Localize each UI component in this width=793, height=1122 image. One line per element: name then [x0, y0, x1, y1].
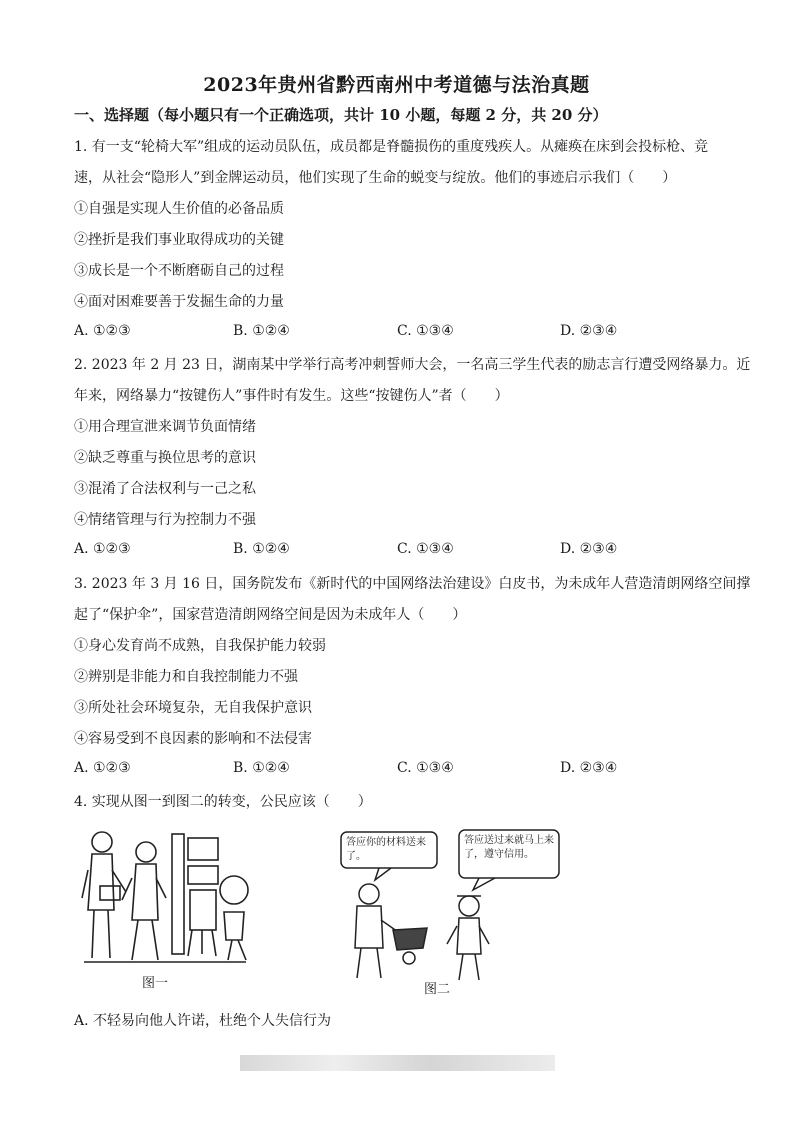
- option-d[interactable]: D. ②③④: [560, 760, 618, 776]
- option-b[interactable]: B. ①②④: [233, 760, 290, 776]
- q4-option-a[interactable]: A. 不轻易向他人许诺，杜绝个人失信行为: [74, 1013, 332, 1029]
- option-d[interactable]: D. ②③④: [560, 541, 618, 557]
- q3-item: ②辨别是非能力和自我控制能力不强: [74, 669, 298, 685]
- q1-stem-line2: 速，从社会“隐形人”到金牌运动员，他们实现了生命的蜕变与绽放。他们的事迹启示我们（ ）: [74, 170, 677, 186]
- q1-stem-line1: 1. 有一支“轮椅大军”组成的运动员队伍，成员都是脊髓损伤的重度残疾人。从瘫痪在床到会投标枪、竞: [74, 139, 709, 155]
- q2-item: ②缺乏尊重与换位思考的意识: [74, 450, 256, 466]
- q3-item: ③所处社会环境复杂，无自我保护意识: [74, 700, 312, 716]
- q3-stem-line2: 起了“保护伞”，国家营造清朗网络空间是因为未成年人（ ）: [74, 607, 467, 623]
- option-b[interactable]: B. ①②④: [233, 323, 290, 339]
- blurred-footer: [240, 1055, 555, 1071]
- q1-item: ②挫折是我们事业取得成功的关键: [74, 232, 284, 248]
- q3-stem-line1: 3. 2023 年 3 月 16 日，国务院发布《新时代的中国网络法治建设》白皮书，为未成年人营造清朗网络空间撑: [74, 576, 751, 592]
- q2-stem-line1: 2. 2023 年 2 月 23 日，湖南某中学举行高考冲刺誓师大会，一名高三学生代表的励志言行遭受网络暴力。近: [74, 357, 751, 373]
- q1-item: ③成长是一个不断磨砺自己的过程: [74, 263, 284, 279]
- q4-figures: [74, 820, 724, 1000]
- q1-item: ①自强是实现人生价值的必备品质: [74, 201, 284, 217]
- q3-item: ①身心发育尚不成熟，自我保护能力较弱: [74, 638, 326, 654]
- option-a[interactable]: A. ①②③: [74, 541, 131, 557]
- page-title: 2023年贵州省黔西南州中考道德与法治真题: [203, 74, 590, 96]
- option-b[interactable]: B. ①②④: [233, 541, 290, 557]
- figure-one-caption: 图一: [142, 976, 169, 991]
- option-c[interactable]: C. ①③④: [397, 541, 454, 557]
- q2-item: ①用合理宣泄来调节负面情绪: [74, 419, 256, 435]
- option-a[interactable]: A. ①②③: [74, 323, 131, 339]
- section-heading: 一、选择题（每小题只有一个正确选项，共计 10 小题，每题 2 分，共 20 分）: [74, 106, 608, 124]
- figure-one-illustration: [74, 820, 254, 990]
- q4-stem: 4. 实现从图一到图二的转变，公民应该（ ）: [74, 794, 372, 810]
- figure-two-bubble-left: 答应你的材料送来了。: [346, 837, 426, 862]
- option-d[interactable]: D. ②③④: [560, 323, 618, 339]
- figure-two-caption: 图二: [424, 982, 451, 997]
- q2-item: ④情绪管理与行为控制力不强: [74, 512, 256, 528]
- option-c[interactable]: C. ①③④: [397, 323, 454, 339]
- q2-stem-line2: 年来，网络暴力“按键伤人”事件时有发生。这些“按键伤人”者（ ）: [74, 388, 509, 404]
- q2-item: ③混淆了合法权利与一己之私: [74, 481, 256, 497]
- q3-item: ④容易受到不良因素的影响和不法侵害: [74, 731, 312, 747]
- figure-two-bubble-right: 答应送过来就马上来了，遵守信用。: [464, 835, 554, 860]
- option-c[interactable]: C. ①③④: [397, 760, 454, 776]
- option-a[interactable]: A. ①②③: [74, 760, 131, 776]
- q1-item: ④面对困难要善于发掘生命的力量: [74, 294, 284, 310]
